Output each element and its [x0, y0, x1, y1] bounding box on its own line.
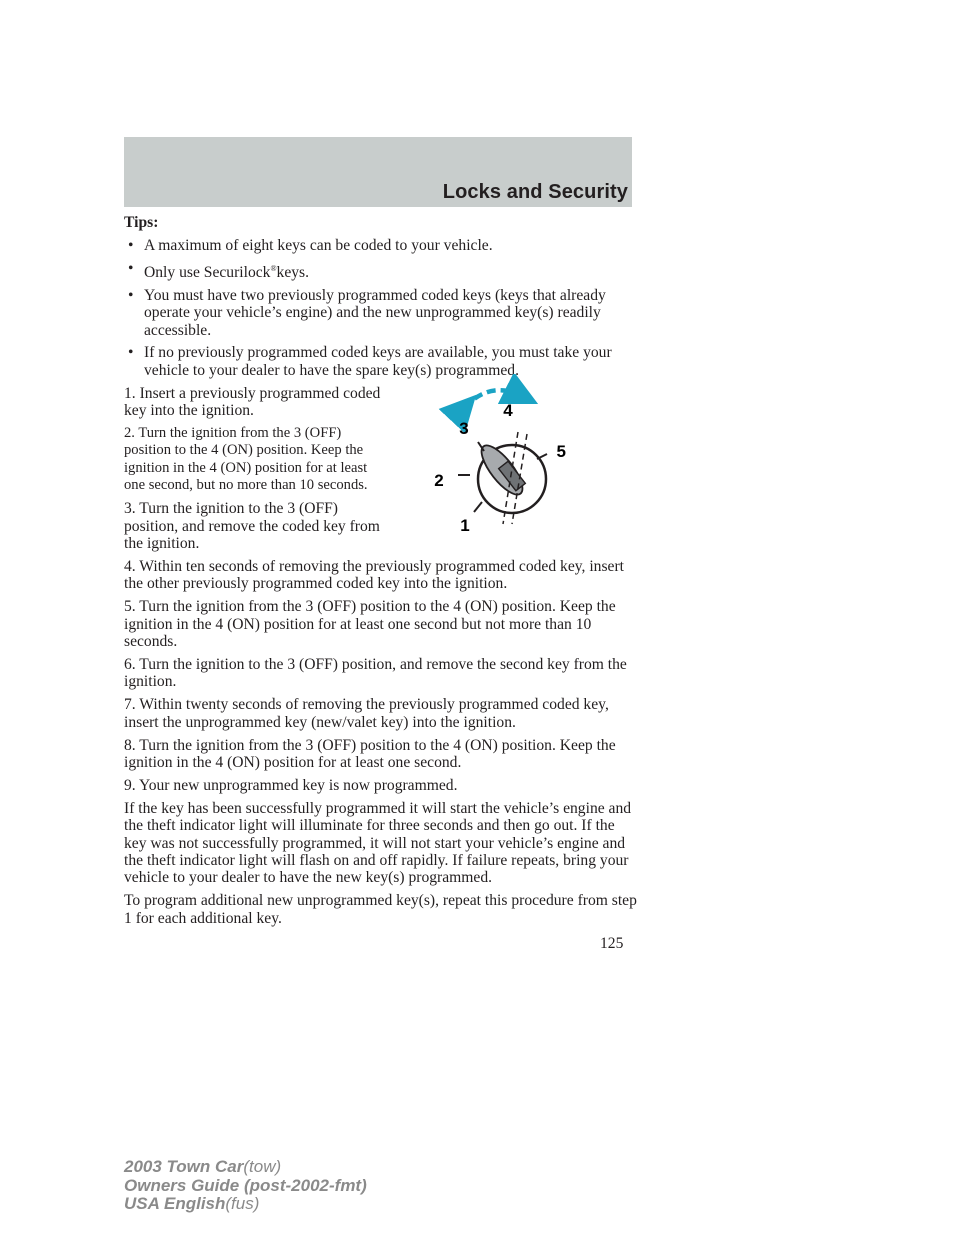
tips-list — [124, 237, 640, 379]
bullet-icon: • — [128, 344, 134, 362]
position-label-1: 1 — [460, 516, 470, 534]
step-2: 2. Turn the ignition from the 3 (OFF) position to the 4 (ON) position. Keep the ignition in the 4 (ON) position for at least one second, but no more than 10 seconds. — [124, 425, 368, 494]
document-footer — [124, 1158, 367, 1214]
tip-item: • You must have two previously programmed coded keys (keys that already operate your vehicle’s engine) and the new unprogrammed key(s) readily accessible. — [128, 286, 606, 339]
step-8: 8. Turn the ignition from the 3 (OFF) position to the 4 (ON) position. Keep the ignition in the 4 (ON) position for at least one second. — [124, 736, 616, 771]
registered-mark: ® — [270, 263, 277, 273]
tip-item: • A maximum of eight keys can be coded to your vehicle. — [128, 236, 493, 254]
rotation-arrow — [464, 390, 522, 408]
step-3: 3. Turn the ignition to the 3 (OFF) position, and remove the coded key from the ignition. — [124, 500, 380, 552]
ignition-diagram — [420, 374, 570, 534]
step-6: 6. Turn the ignition to the 3 (OFF) position, and remove the second key from the ignition. — [124, 655, 627, 691]
body-text — [124, 214, 640, 933]
position-label-5: 5 — [556, 442, 566, 461]
result-paragraph: If the key has been successfully programmed it will start the vehicle’s engine and the theft indicator light will illuminate for three seconds and then go out. If the key was not successfully programmed, it will not start your vehicle’s engine and the theft indicator light will flash on and off rapidly. If failure repeats, bring your vehicle to your dealer to have the new key(s) programmed. — [124, 799, 632, 887]
ignition-diagram-svg — [420, 374, 570, 534]
tips-heading: Tips: — [124, 214, 159, 231]
bullet-icon: • — [128, 236, 134, 254]
step-1: 1. Insert a previously programmed coded key into the ignition. — [124, 384, 381, 420]
section-title: Locks and Security — [442, 181, 628, 203]
footer-line: USA English(fus) — [124, 1194, 260, 1213]
bullet-icon: • — [128, 259, 134, 277]
position-label-2: 2 — [434, 471, 444, 490]
additional-keys-paragraph: To program additional new unprogrammed key(s), repeat this procedure from step 1 for each additional key. — [124, 892, 637, 927]
position-label-3: 3 — [459, 419, 469, 438]
footer-line: Owners Guide (post-2002-fmt) — [124, 1175, 367, 1195]
bullet-icon: • — [128, 286, 134, 304]
step-5: 5. Turn the ignition from the 3 (OFF) position to the 4 (ON) position. Keep the ignition in the 4 (ON) position for at least one second but not more than 10 seconds. — [124, 598, 616, 651]
tip-item: • Only use Securilock®keys. — [128, 259, 310, 281]
page-number: 125 — [600, 935, 624, 952]
step-9: 9. Your new unprogrammed key is now programmed. — [124, 776, 458, 794]
footer-line: 2003 Town Car(tow) — [124, 1157, 282, 1176]
section-header-band — [124, 137, 632, 207]
position-label-4: 4 — [503, 401, 513, 420]
step-4: 4. Within ten seconds of removing the previously programmed coded key, insert the other previously programmed coded key into the ignition. — [124, 557, 624, 593]
tip-item: • If no previously programmed coded keys are available, you must take your vehicle to your dealer to have the spare key(s) programmed. — [128, 344, 612, 379]
step-7: 7. Within twenty seconds of removing the previously programmed coded key, insert the unprogrammed key (new/valet key) into the ignition. — [124, 696, 609, 731]
